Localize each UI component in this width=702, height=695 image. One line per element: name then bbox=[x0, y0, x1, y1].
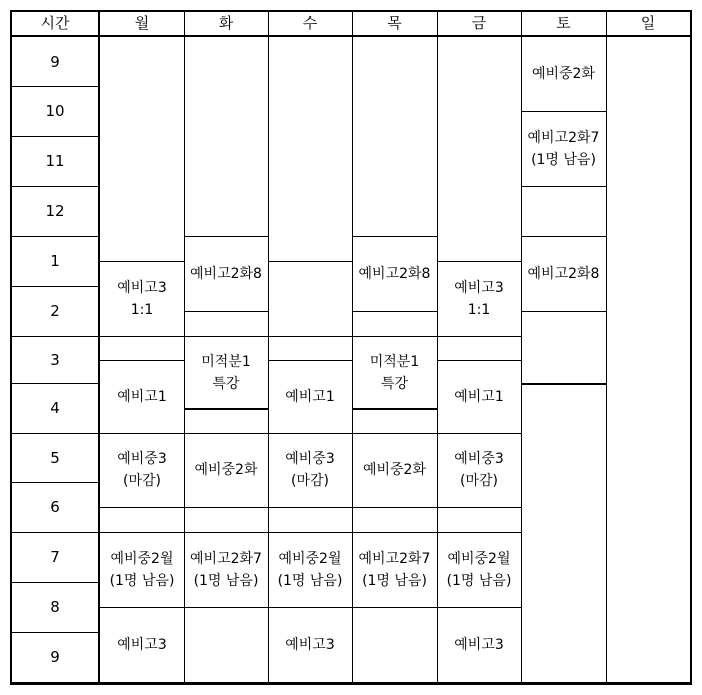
time-slot: 6 bbox=[50, 498, 60, 516]
grid-line-horizontal bbox=[12, 433, 98, 434]
grid-line-horizontal bbox=[521, 383, 606, 385]
grid-line-horizontal bbox=[184, 336, 268, 337]
grid-line-horizontal bbox=[100, 532, 184, 533]
grid-line-horizontal bbox=[352, 607, 437, 608]
time-slot: 9 bbox=[50, 52, 60, 71]
class-block: 예비고2화8 bbox=[190, 265, 262, 282]
class-block: 예비고3 bbox=[117, 636, 167, 653]
grid-line-horizontal bbox=[352, 507, 437, 508]
time-slot: 7 bbox=[50, 548, 60, 566]
grid-line-horizontal bbox=[12, 136, 98, 137]
class-block: 예비고2화8 bbox=[358, 265, 431, 282]
grid-line-horizontal bbox=[100, 433, 184, 434]
grid-line-horizontal bbox=[268, 507, 352, 508]
header-day-sat: 토 bbox=[556, 14, 571, 32]
grid-line-horizontal bbox=[100, 607, 184, 608]
grid-line-horizontal bbox=[352, 408, 437, 410]
header-day-thu: 목 bbox=[387, 14, 402, 32]
grid-line-horizontal bbox=[12, 336, 98, 337]
grid-line-horizontal bbox=[184, 607, 268, 608]
grid-line-horizontal bbox=[12, 632, 98, 633]
grid-line-horizontal bbox=[12, 482, 98, 483]
grid-line-horizontal bbox=[437, 507, 521, 508]
grid-line-horizontal bbox=[352, 532, 437, 533]
class-block: 예비고1 bbox=[117, 388, 167, 405]
grid-line-horizontal bbox=[184, 236, 268, 237]
grid-line-horizontal bbox=[437, 532, 521, 533]
grid-line-vertical bbox=[521, 10, 522, 684]
class-block: 미적분1 특강 bbox=[369, 353, 420, 392]
grid-line-horizontal bbox=[12, 582, 98, 583]
grid-line-horizontal bbox=[521, 186, 606, 187]
time-slot: 3 bbox=[50, 350, 60, 369]
grid-line-vertical bbox=[606, 10, 607, 684]
grid-line-horizontal bbox=[10, 682, 692, 685]
time-slot: 1 bbox=[50, 252, 60, 270]
grid-line-horizontal bbox=[268, 261, 352, 262]
grid-line-horizontal bbox=[268, 607, 352, 608]
grid-line-horizontal bbox=[521, 111, 606, 112]
header-day-sun: 일 bbox=[640, 14, 656, 32]
time-slot: 11 bbox=[45, 152, 65, 170]
grid-line-horizontal bbox=[100, 507, 184, 508]
class-block: 예비고3 bbox=[454, 636, 504, 653]
class-block: 예비고1 bbox=[285, 388, 335, 405]
grid-line-vertical bbox=[690, 10, 692, 684]
grid-line-vertical bbox=[437, 10, 438, 684]
grid-line-horizontal bbox=[100, 261, 184, 262]
class-block: 예비고2화7 (1명 남음) bbox=[527, 129, 600, 168]
grid-line-vertical bbox=[10, 10, 12, 684]
grid-line-horizontal bbox=[12, 286, 98, 287]
class-block: 예비고3 1:1 bbox=[117, 279, 167, 318]
time-slot: 9 bbox=[50, 648, 60, 666]
grid-line-horizontal bbox=[437, 336, 521, 337]
class-block: 예비중3 (마감) bbox=[117, 451, 167, 489]
header-time: 시간 bbox=[40, 14, 70, 32]
grid-line-horizontal bbox=[437, 433, 521, 434]
class-block: 예비고1 bbox=[454, 388, 504, 405]
grid-line-horizontal bbox=[521, 311, 606, 312]
header-day-fri: 금 bbox=[471, 14, 487, 32]
grid-line-horizontal bbox=[268, 336, 352, 337]
class-block: 미적분1 특강 bbox=[201, 353, 251, 392]
class-block: 예비중2화 bbox=[531, 66, 595, 82]
grid-line-horizontal bbox=[437, 360, 521, 361]
grid-line-horizontal bbox=[184, 433, 268, 434]
class-block: 예비고3 bbox=[285, 636, 335, 653]
time-slot: 10 bbox=[45, 102, 65, 120]
grid-line-horizontal bbox=[10, 35, 692, 37]
time-slot: 8 bbox=[50, 598, 60, 616]
grid-line-vertical bbox=[98, 10, 100, 684]
grid-line-horizontal bbox=[184, 507, 268, 508]
grid-line-horizontal bbox=[184, 532, 268, 533]
header-day-wed: 수 bbox=[302, 14, 318, 32]
grid-line-horizontal bbox=[352, 433, 437, 434]
class-block: 예비고2화7 (1명 남음) bbox=[358, 550, 431, 589]
class-block: 예비중2월 (1명 남음) bbox=[109, 550, 175, 589]
time-slot: 5 bbox=[50, 448, 60, 467]
class-block: 예비고2화7 (1명 남음) bbox=[190, 550, 262, 589]
class-block: 예비고3 1:1 bbox=[454, 279, 504, 318]
grid-line-horizontal bbox=[12, 532, 98, 533]
grid-line-horizontal bbox=[352, 311, 437, 312]
time-slot: 4 bbox=[50, 399, 60, 417]
grid-line-horizontal bbox=[100, 360, 184, 361]
class-block: 예비중2화 bbox=[362, 462, 426, 478]
grid-line-vertical bbox=[352, 10, 353, 684]
time-slot: 2 bbox=[50, 302, 60, 320]
class-block: 예비중2월 (1명 남음) bbox=[446, 550, 512, 589]
class-block: 예비중3 (마감) bbox=[285, 451, 335, 489]
grid-line-horizontal bbox=[12, 86, 98, 87]
grid-line-horizontal bbox=[268, 532, 352, 533]
class-block: 예비중2월 (1명 남음) bbox=[277, 550, 343, 589]
grid-line-horizontal bbox=[184, 408, 268, 410]
grid-line-horizontal bbox=[268, 433, 352, 434]
grid-line-horizontal bbox=[437, 261, 521, 262]
header-day-tue: 화 bbox=[218, 14, 234, 32]
grid-line-horizontal bbox=[352, 336, 437, 337]
class-block: 예비고2화8 bbox=[527, 265, 600, 282]
grid-line-vertical bbox=[184, 10, 185, 684]
grid-line-horizontal bbox=[10, 10, 692, 12]
grid-line-horizontal bbox=[100, 336, 184, 337]
grid-line-horizontal bbox=[268, 360, 352, 361]
header-day-mon: 월 bbox=[134, 14, 150, 32]
time-slot: 12 bbox=[45, 202, 65, 220]
grid-line-horizontal bbox=[352, 236, 437, 237]
grid-line-horizontal bbox=[12, 383, 98, 384]
grid-line-horizontal bbox=[521, 236, 606, 237]
grid-line-horizontal bbox=[12, 186, 98, 187]
grid-line-horizontal bbox=[184, 311, 268, 312]
grid-line-horizontal bbox=[437, 607, 521, 608]
class-block: 예비중2화 bbox=[194, 462, 258, 478]
grid-line-vertical bbox=[268, 10, 269, 684]
grid-line-horizontal bbox=[12, 236, 98, 237]
class-block: 예비중3 (마감) bbox=[454, 451, 504, 489]
